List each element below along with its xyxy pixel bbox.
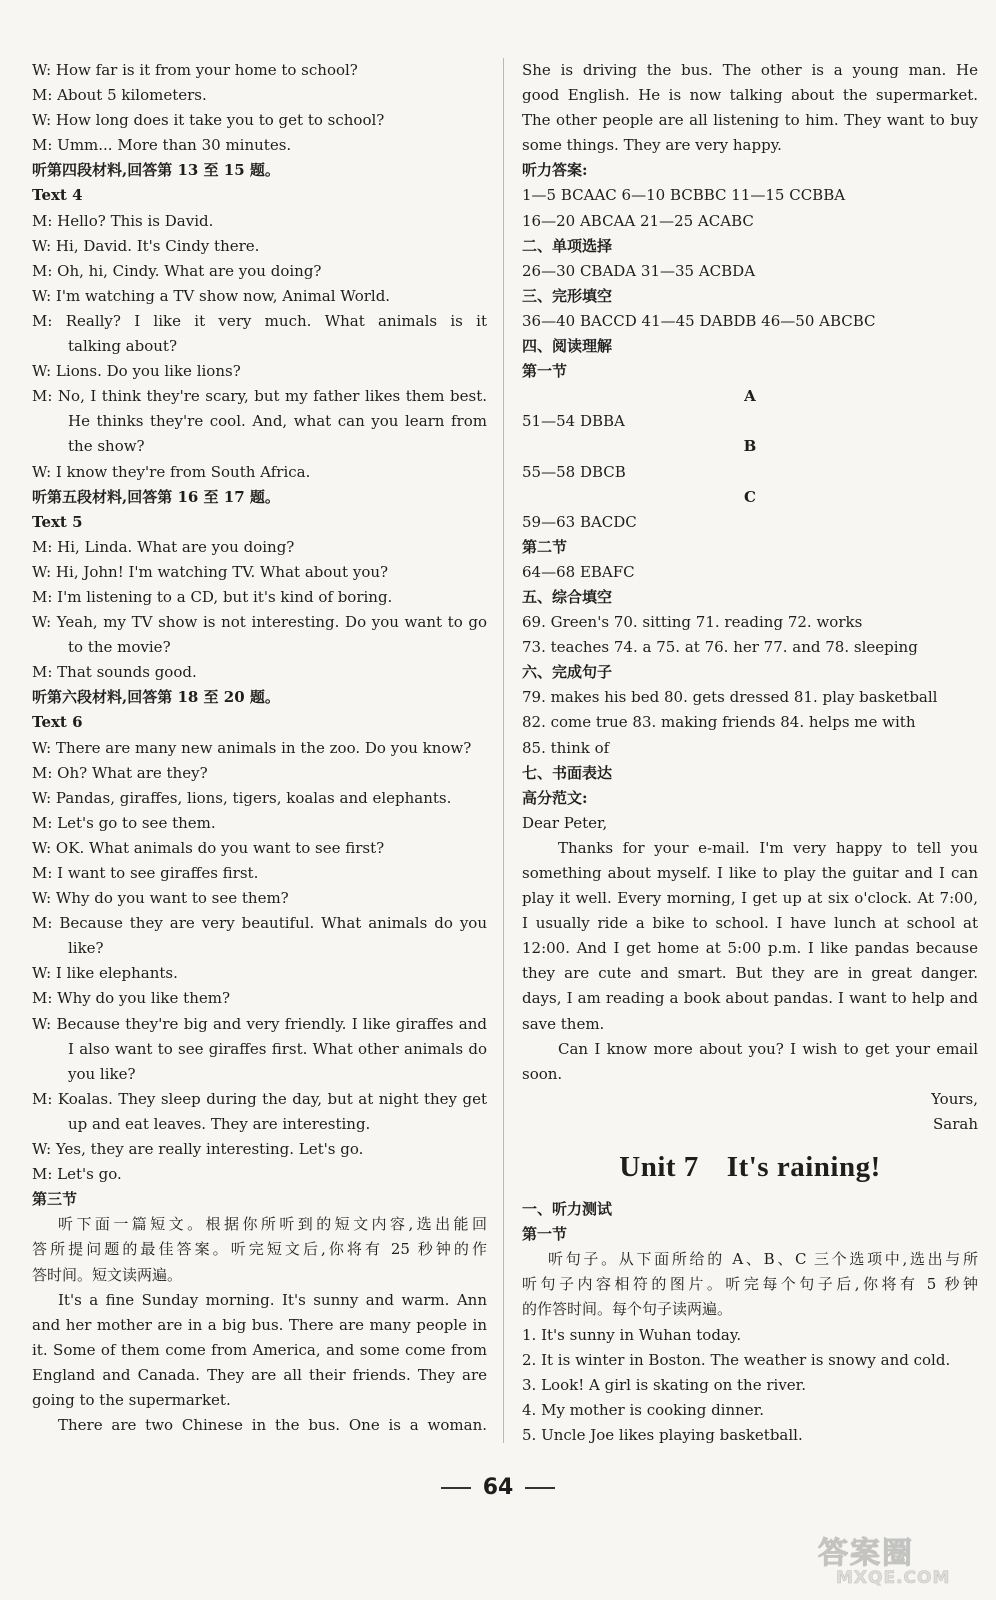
text-line: talking about? xyxy=(68,337,177,356)
text-line: 第二节 xyxy=(522,537,568,556)
text-line: 73. teaches 74. a 75. at 76. her 77. and 78. sleeping xyxy=(522,638,918,657)
text-line: W: Yeah, my TV show is not interesting. Do you want to go xyxy=(32,613,487,632)
left-column xyxy=(32,58,487,1438)
text-line: days, I am reading a book about pandas. I want to help and xyxy=(522,989,978,1008)
text-line: 听第四段材料,回答第 13 至 15 题。 xyxy=(32,161,280,180)
watermark-top-text: 答案圈 xyxy=(818,1536,914,1571)
text-line: Sarah xyxy=(933,1114,978,1133)
text-line: play it well. Every morning, I get up at six o'clock. At 7:00, xyxy=(522,889,978,908)
text-line: 二、单项选择 xyxy=(522,236,613,255)
text-line: 听下面一篇短文。根据你所听到的短文内容,选出能回 xyxy=(58,1215,487,1234)
text-line: good English. He is now talking about the supermarket. xyxy=(522,86,978,105)
text-line: I also want to see giraffes first. What other animals do xyxy=(68,1039,487,1058)
text-line: 五、综合填空 xyxy=(522,587,613,606)
text-line: it. Some of them come from America, and some come from xyxy=(32,1340,487,1359)
text-line: Thanks for your e-mail. I'm very happy to tell you xyxy=(558,838,978,857)
text-line: 26—30 CBADA 31—35 ACBDA xyxy=(522,261,756,280)
watermark-logo xyxy=(818,1528,988,1596)
text-line: Text 4 xyxy=(32,186,83,205)
text-line: England and Canada. They are all their friends. They are xyxy=(32,1365,487,1384)
page-number-text: 64 xyxy=(482,1475,514,1500)
text-line: W: I like elephants. xyxy=(32,964,178,983)
text-line: M: Let's go to see them. xyxy=(32,813,216,832)
listening-test-section xyxy=(522,1197,978,1448)
text-line: W: Yes, they are really interesting. Let's go. xyxy=(32,1140,364,1159)
text-line: the show? xyxy=(68,437,145,456)
text-line: something about myself. I like to play the guitar and I can xyxy=(522,864,978,882)
watermark-bottom-text: MXQE.COM xyxy=(836,1568,951,1588)
text-line: Yours, xyxy=(931,1089,978,1108)
text-line: There are two Chinese in the bus. One is a woman. xyxy=(58,1416,487,1435)
text-line: M: Why do you like them? xyxy=(32,989,230,1008)
text-line: 听第六段材料,回答第 18 至 20 题。 xyxy=(32,688,280,707)
text-line: 16—20 ABCAA 21—25 ACABC xyxy=(522,211,754,230)
text-line: W: How long does it take you to get to school? xyxy=(32,111,385,130)
page-number-right-dash xyxy=(525,1487,555,1489)
text-line: they are cute and smart. But they are in great danger. xyxy=(522,964,978,983)
text-line: going to the supermarket. xyxy=(32,1390,231,1409)
text-line: 12:00. And I get home at 5:00 p.m. I like pandas because xyxy=(522,939,978,958)
text-line: W: How far is it from your home to school? xyxy=(32,61,358,79)
text-line: M: Hello? This is David. xyxy=(32,211,214,230)
text-line: W: I know they're from South Africa. xyxy=(32,462,311,481)
text-line: It's a fine Sunday morning. It's sunny and warm. Ann xyxy=(58,1290,487,1309)
text-line: M: I want to see giraffes first. xyxy=(32,864,259,882)
text-line: Can I know more about you? I wish to get your email xyxy=(558,1039,978,1058)
text-line: 79. makes his bed 80. gets dressed 81. play basketball xyxy=(522,688,938,707)
text-line: you like? xyxy=(68,1064,136,1083)
text-line: Dear Peter, xyxy=(522,813,608,832)
text-line: The other people are all listening to him. They want to buy xyxy=(522,111,978,130)
text-line: W: I'm watching a TV show now, Animal World. xyxy=(32,286,391,305)
text-line: C xyxy=(744,487,756,506)
text-line: M: No, I think they're scary, but my father likes them best. xyxy=(32,387,487,406)
text-line: 七、书面表达 xyxy=(522,763,613,782)
text-line: M: Oh? What are they? xyxy=(32,763,208,782)
text-line: 1—5 BCAAC 6—10 BCBBC 11—15 CCBBA xyxy=(522,186,846,205)
text-line: A xyxy=(744,387,756,406)
text-line: 82. come true 83. making friends 84. helps me with xyxy=(522,713,916,732)
text-line: W: There are many new animals in the zoo. Do you know? xyxy=(32,738,472,757)
text-line: 2. It is winter in Boston. The weather is snowy and cold. xyxy=(522,1350,951,1369)
text-line: 听第五段材料,回答第 16 至 17 题。 xyxy=(32,487,280,506)
text-line: and her mother are in a big bus. There are many people in xyxy=(32,1315,487,1334)
text-line: W: Because they're big and very friendly. I like giraffes and xyxy=(32,1014,487,1033)
text-line: 1. It's sunny in Wuhan today. xyxy=(522,1325,742,1344)
text-line: 答所提问题的最佳答案。听完短文后,你将有 25 秒钟的作 xyxy=(32,1240,487,1259)
text-line: 4. My mother is cooking dinner. xyxy=(522,1400,764,1419)
text-line: M: About 5 kilometers. xyxy=(32,86,207,105)
text-line: 59—63 BACDC xyxy=(522,512,637,531)
text-line: 四、阅读理解 xyxy=(522,337,613,356)
text-line: W: Lions. Do you like lions? xyxy=(32,362,241,381)
text-line: 的作答时间。每个句子读两遍。 xyxy=(522,1300,733,1319)
text-line: 答时间。短文读两遍。 xyxy=(32,1265,183,1284)
text-line: 听句子。从下面所给的 A、B、C 三个选项中,选出与所 xyxy=(548,1250,978,1269)
text-line: 一、听力测试 xyxy=(522,1200,613,1219)
text-line: M: I'm listening to a CD, but it's kind of boring. xyxy=(32,587,393,606)
text-line: 36—40 BACCD 41—45 DABDB 46—50 ABCBC xyxy=(522,311,876,330)
unit-heading xyxy=(522,1137,978,1197)
text-line: M: Let's go. xyxy=(32,1165,122,1184)
text-line: B xyxy=(743,437,757,456)
text-line: I usually ride a bike to school. I have lunch at school at xyxy=(522,914,978,933)
text-line: W: OK. What animals do you want to see first? xyxy=(32,838,385,857)
unit-title-text: It's raining! xyxy=(726,1151,881,1184)
text-line: W: Hi, John! I'm watching TV. What about you? xyxy=(32,562,389,581)
text-line: He thinks they're cool. And, what can you learn from xyxy=(68,412,487,431)
text-line: M: Umm... More than 30 minutes. xyxy=(32,136,292,155)
text-line: M: Hi, Linda. What are you doing? xyxy=(32,537,295,556)
text-line: like? xyxy=(68,939,104,958)
text-line: save them. xyxy=(522,1014,605,1033)
text-line: 55—58 DBCB xyxy=(522,462,626,481)
text-line: 六、完成句子 xyxy=(522,663,613,682)
text-line: 第一节 xyxy=(522,362,568,381)
text-line: W: Hi, David. It's Cindy there. xyxy=(32,236,260,255)
text-line: 69. Green's 70. sitting 71. reading 72. works xyxy=(522,613,863,632)
text-line: to the movie? xyxy=(68,638,171,657)
text-line: 5. Uncle Joe likes playing basketball. xyxy=(522,1425,803,1444)
text-line: M: Oh, hi, Cindy. What are you doing? xyxy=(32,261,322,280)
text-line: 听句子内容相符的图片。听完每个句子后,你将有 5 秒钟 xyxy=(522,1275,978,1294)
page-number xyxy=(0,1475,996,1500)
text-line: M: Really? I like it very much. What animals is it xyxy=(32,311,487,330)
text-line: W: Pandas, giraffes, lions, tigers, koalas and elephants. xyxy=(32,788,452,807)
text-line: 3. Look! A girl is skating on the river. xyxy=(522,1375,806,1394)
text-line: 高分范文: xyxy=(522,788,588,807)
text-line: She is driving the bus. The other is a young man. He xyxy=(522,61,978,79)
text-line: 听力答案: xyxy=(522,161,588,180)
page-number-left-dash xyxy=(441,1487,471,1489)
text-line: 85. think of xyxy=(522,738,610,757)
text-line: M: Because they are very beautiful. What animals do you xyxy=(32,914,487,933)
text-line: Text 5 xyxy=(32,512,83,531)
text-line: Text 6 xyxy=(32,713,83,732)
answer-key-section xyxy=(522,58,978,1137)
unit-number: Unit 7 xyxy=(619,1151,699,1184)
column-divider xyxy=(503,58,504,1443)
text-line: up and eat leaves. They are interesting. xyxy=(68,1114,371,1133)
right-column xyxy=(522,58,978,1448)
text-line: M: Koalas. They sleep during the day, but at night they get xyxy=(32,1089,487,1108)
text-line: some things. They are very happy. xyxy=(522,136,782,155)
text-line: soon. xyxy=(522,1064,563,1083)
text-line: 51—54 DBBA xyxy=(522,412,625,431)
text-line: 第三节 xyxy=(32,1190,78,1209)
text-line: 第一节 xyxy=(522,1225,568,1244)
text-line: W: Why do you want to see them? xyxy=(32,889,289,908)
text-line: M: That sounds good. xyxy=(32,663,197,682)
text-line: 三、完形填空 xyxy=(522,286,613,305)
text-line: 64—68 EBAFC xyxy=(522,562,635,581)
